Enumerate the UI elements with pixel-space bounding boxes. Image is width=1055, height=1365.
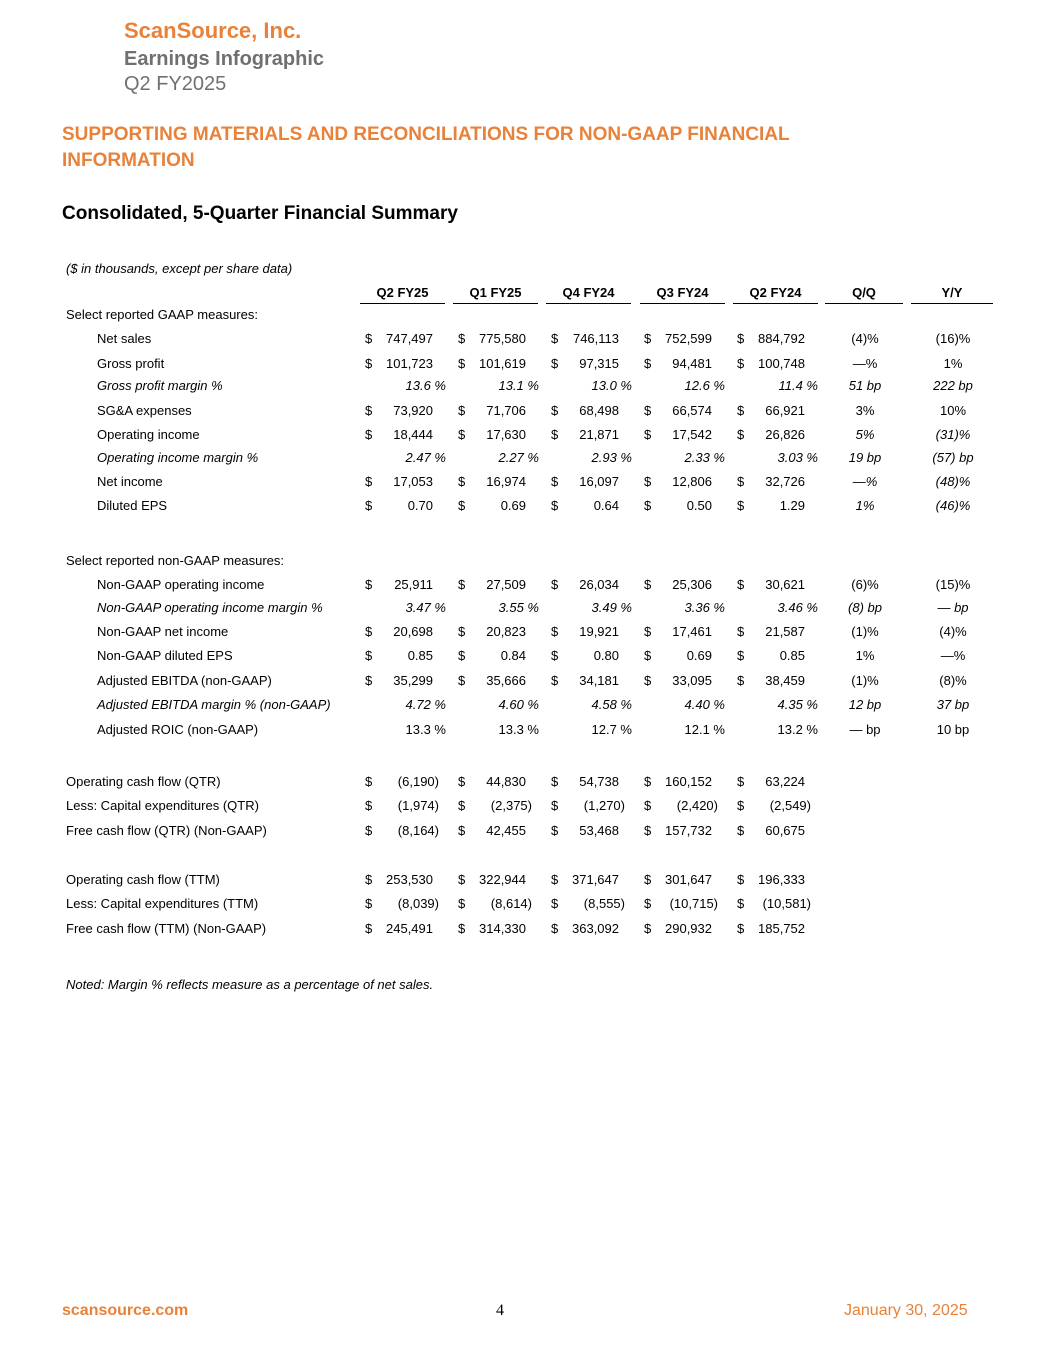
value-cell: (6,190) — [397, 774, 439, 789]
qq-change-cell: 1% — [855, 498, 875, 513]
value-cell: 290,932 — [665, 921, 712, 936]
yy-change-cell: (31)% — [935, 427, 971, 442]
value-cell: 0.69 — [686, 648, 712, 663]
table-row — [0, 695, 1055, 715]
currency-symbol: $ — [737, 872, 745, 887]
row-label: Non-GAAP diluted EPS — [97, 648, 233, 663]
currency-symbol: $ — [458, 648, 466, 663]
value-cell: 0.84 — [500, 648, 526, 663]
value-cell: (8,164) — [397, 823, 439, 838]
value-cell: 2.27 % — [498, 450, 539, 465]
value-cell: 13.1 % — [498, 378, 539, 393]
value-cell: 3.47 % — [405, 600, 446, 615]
currency-symbol: $ — [644, 823, 652, 838]
currency-symbol: $ — [365, 798, 373, 813]
value-cell: 12.1 % — [684, 722, 725, 737]
report-period: Q2 FY2025 — [124, 73, 227, 95]
currency-symbol: $ — [365, 356, 373, 371]
currency-symbol: $ — [458, 624, 466, 639]
row-label: Gross profit margin % — [97, 378, 223, 393]
value-cell: 4.40 % — [684, 697, 725, 712]
value-cell: 0.85 — [779, 648, 805, 663]
row-label: Diluted EPS — [97, 498, 168, 513]
value-cell: 157,732 — [665, 823, 712, 838]
table-row — [0, 496, 1055, 516]
value-cell: 25,911 — [394, 577, 433, 592]
value-cell: 371,647 — [572, 872, 619, 887]
value-cell: 12,806 — [672, 474, 712, 489]
currency-symbol: $ — [737, 774, 745, 789]
currency-symbol: $ — [365, 474, 373, 489]
currency-symbol: $ — [551, 577, 559, 592]
qq-change-cell: (1)% — [851, 673, 879, 688]
value-cell: 0.70 — [407, 498, 433, 513]
currency-symbol: $ — [458, 921, 466, 936]
value-cell: 73,920 — [393, 403, 433, 418]
currency-symbol: $ — [365, 774, 373, 789]
qq-change-cell: 51 bp — [848, 378, 882, 393]
value-cell: 16,097 — [579, 474, 619, 489]
table-row — [0, 448, 1055, 468]
row-label: Non-GAAP operating income — [97, 577, 265, 592]
currency-symbol: $ — [365, 577, 373, 592]
currency-symbol: $ — [737, 577, 745, 592]
currency-symbol: $ — [644, 921, 652, 936]
currency-symbol: $ — [365, 896, 373, 911]
qq-change-cell: 19 bp — [848, 450, 882, 465]
qq-change-cell: (1)% — [851, 624, 879, 639]
value-cell: 25,306 — [672, 577, 712, 592]
value-cell: 884,792 — [758, 331, 805, 346]
currency-symbol: $ — [551, 896, 559, 911]
value-cell: 4.35 % — [777, 697, 818, 712]
table-row — [0, 646, 1055, 666]
currency-symbol: $ — [551, 823, 559, 838]
value-cell: 94,481 — [672, 356, 712, 371]
currency-symbol: $ — [365, 872, 373, 887]
currency-symbol: $ — [458, 331, 466, 346]
value-cell: 42,455 — [486, 823, 526, 838]
table-row — [0, 598, 1055, 618]
value-cell: 13.2 % — [777, 722, 818, 737]
value-cell: 4.60 % — [498, 697, 539, 712]
column-header: Q2 FY25 — [360, 284, 445, 304]
value-cell: 27,509 — [486, 577, 526, 592]
value-cell: 38,459 — [765, 673, 805, 688]
currency-symbol: $ — [644, 774, 652, 789]
value-cell: 363,092 — [572, 921, 619, 936]
yy-change-cell: 10 bp — [936, 722, 970, 737]
currency-symbol: $ — [458, 823, 466, 838]
value-cell: 13.0 % — [591, 378, 632, 393]
value-cell: 3.36 % — [684, 600, 725, 615]
section-heading: SUPPORTING MATERIALS AND RECONCILIATIONS FOR NON-GAAP FINANCIAL INFORMATION — [62, 124, 790, 171]
value-cell: 97,315 — [579, 356, 619, 371]
footnote: Noted: Margin % reflects measure as a percentage of net sales. — [66, 977, 434, 992]
table-row — [0, 894, 1055, 914]
value-cell: 21,587 — [765, 624, 805, 639]
column-header: Q2 FY24 — [733, 284, 818, 304]
table-row — [0, 870, 1055, 890]
currency-symbol: $ — [551, 798, 559, 813]
value-cell: 17,053 — [393, 474, 433, 489]
currency-symbol: $ — [458, 474, 466, 489]
currency-symbol: $ — [737, 498, 745, 513]
value-cell: 0.50 — [686, 498, 712, 513]
value-cell: 16,974 — [486, 474, 526, 489]
value-cell: 13.6 % — [405, 378, 446, 393]
currency-symbol: $ — [365, 648, 373, 663]
value-cell: 314,330 — [479, 921, 526, 936]
table-row — [0, 425, 1055, 445]
row-label: Free cash flow (QTR) (Non-GAAP) — [66, 823, 267, 838]
currency-symbol: $ — [365, 921, 373, 936]
currency-symbol: $ — [737, 403, 745, 418]
value-cell: 26,034 — [579, 577, 619, 592]
value-cell: 3.03 % — [777, 450, 818, 465]
value-cell: 100,748 — [758, 356, 805, 371]
yy-change-cell: (16)% — [935, 331, 971, 346]
table-row — [0, 772, 1055, 792]
value-cell: 196,333 — [758, 872, 805, 887]
currency-symbol: $ — [737, 331, 745, 346]
value-cell: 2.47 % — [405, 450, 446, 465]
row-label: Less: Capital expenditures (TTM) — [66, 896, 259, 911]
currency-symbol: $ — [737, 427, 745, 442]
table-row — [0, 796, 1055, 816]
table-row — [0, 622, 1055, 642]
currency-symbol: $ — [458, 896, 466, 911]
table-row — [0, 575, 1055, 595]
footer-website-link[interactable]: scansource.com — [62, 1302, 189, 1319]
row-label: Adjusted ROIC (non-GAAP) — [97, 722, 259, 737]
currency-symbol: $ — [644, 427, 652, 442]
currency-symbol: $ — [551, 921, 559, 936]
value-cell: 35,666 — [486, 673, 526, 688]
currency-symbol: $ — [644, 498, 652, 513]
currency-symbol: $ — [458, 872, 466, 887]
value-cell: 4.58 % — [591, 697, 632, 712]
value-cell: 17,542 — [672, 427, 712, 442]
value-cell: (8,039) — [397, 896, 439, 911]
value-cell: 322,944 — [479, 872, 526, 887]
yy-change-cell: (48)% — [935, 474, 971, 489]
currency-symbol: $ — [737, 624, 745, 639]
value-cell: 747,497 — [386, 331, 433, 346]
yy-change-cell: (4)% — [939, 624, 967, 639]
value-cell: (1,270) — [583, 798, 625, 813]
footer-date: January 30, 2025 — [844, 1302, 968, 1319]
column-header: Q/Q — [825, 284, 903, 304]
value-cell: 160,152 — [665, 774, 712, 789]
value-cell: 3.49 % — [591, 600, 632, 615]
currency-symbol: $ — [458, 774, 466, 789]
yy-change-cell: 37 bp — [936, 697, 970, 712]
currency-symbol: $ — [365, 331, 373, 346]
row-label: Operating cash flow (TTM) — [66, 872, 220, 887]
table-row — [0, 671, 1055, 691]
column-header: Y/Y — [911, 284, 993, 304]
yy-change-cell: 1% — [943, 356, 963, 371]
currency-symbol: $ — [737, 356, 745, 371]
currency-symbol: $ — [365, 823, 373, 838]
row-label: Adjusted EBITDA margin % (non-GAAP) — [97, 697, 331, 712]
row-label: SG&A expenses — [97, 403, 192, 418]
value-cell: 44,830 — [486, 774, 526, 789]
currency-symbol: $ — [551, 673, 559, 688]
currency-symbol: $ — [458, 673, 466, 688]
value-cell: (2,549) — [769, 798, 811, 813]
page-number: 4 — [496, 1302, 504, 1319]
value-cell: 0.80 — [593, 648, 619, 663]
yy-change-cell: (8)% — [939, 673, 967, 688]
value-cell: 32,726 — [765, 474, 805, 489]
value-cell: (1,974) — [397, 798, 439, 813]
row-label: Adjusted EBITDA (non-GAAP) — [97, 673, 272, 688]
value-cell: (10,715) — [669, 896, 718, 911]
qq-change-cell: —% — [852, 356, 878, 371]
yy-change-cell: (46)% — [935, 498, 971, 513]
table-title: Consolidated, 5-Quarter Financial Summary — [62, 203, 458, 224]
table-row — [0, 401, 1055, 421]
yy-change-cell: 222 bp — [933, 378, 973, 393]
value-cell: 1.29 — [779, 498, 805, 513]
table-row — [0, 821, 1055, 841]
currency-symbol: $ — [551, 403, 559, 418]
currency-symbol: $ — [458, 427, 466, 442]
value-cell: 253,530 — [386, 872, 433, 887]
currency-symbol: $ — [551, 774, 559, 789]
qq-change-cell: (4)% — [851, 331, 879, 346]
currency-symbol: $ — [551, 427, 559, 442]
row-label: Operating income — [97, 427, 200, 442]
qq-change-cell: 12 bp — [848, 697, 882, 712]
table-row — [0, 376, 1055, 396]
currency-symbol: $ — [644, 673, 652, 688]
yy-change-cell: 10% — [939, 403, 967, 418]
currency-symbol: $ — [737, 823, 745, 838]
row-label: Net income — [97, 474, 163, 489]
value-cell: (8,555) — [583, 896, 625, 911]
yy-change-cell: (57) bp — [932, 450, 974, 465]
value-cell: 3.46 % — [777, 600, 818, 615]
value-cell: 30,621 — [765, 577, 805, 592]
currency-symbol: $ — [551, 624, 559, 639]
currency-symbol: $ — [737, 648, 745, 663]
row-label: Non-GAAP net income — [97, 624, 229, 639]
table-row — [0, 472, 1055, 492]
column-header: Q3 FY24 — [640, 284, 725, 304]
currency-symbol: $ — [551, 474, 559, 489]
currency-symbol: $ — [737, 798, 745, 813]
value-cell: 245,491 — [386, 921, 433, 936]
value-cell: 66,921 — [765, 403, 805, 418]
currency-symbol: $ — [644, 577, 652, 592]
value-cell: 746,113 — [572, 331, 619, 346]
value-cell: 60,675 — [765, 823, 805, 838]
qq-change-cell: 1% — [855, 648, 875, 663]
value-cell: 17,461 — [672, 624, 712, 639]
value-cell: 20,823 — [486, 624, 526, 639]
value-cell: 54,738 — [579, 774, 619, 789]
value-cell: 17,630 — [486, 427, 526, 442]
value-cell: 34,181 — [579, 673, 619, 688]
currency-symbol: $ — [458, 356, 466, 371]
value-cell: 0.85 — [407, 648, 433, 663]
value-cell: 775,580 — [479, 331, 526, 346]
currency-symbol: $ — [365, 624, 373, 639]
currency-symbol: $ — [458, 498, 466, 513]
value-cell: 13.3 % — [498, 722, 539, 737]
row-label: Less: Capital expenditures (QTR) — [66, 798, 259, 813]
value-cell: 752,599 — [665, 331, 712, 346]
table-row — [0, 720, 1055, 740]
value-cell: 13.3 % — [405, 722, 446, 737]
company-name: ScanSource, Inc. — [124, 18, 302, 43]
yy-change-cell: —% — [940, 648, 966, 663]
section-label-row — [0, 551, 1055, 571]
currency-symbol: $ — [365, 403, 373, 418]
column-header: Q4 FY24 — [546, 284, 631, 304]
currency-symbol: $ — [365, 427, 373, 442]
currency-symbol: $ — [458, 798, 466, 813]
value-cell: 4.72 % — [405, 697, 446, 712]
qq-change-cell: (8) bp — [848, 600, 882, 615]
currency-symbol: $ — [551, 331, 559, 346]
value-cell: 18,444 — [393, 427, 433, 442]
row-label: Select reported non-GAAP measures: — [66, 553, 284, 568]
column-header: Q1 FY25 — [453, 284, 538, 304]
currency-symbol: $ — [644, 648, 652, 663]
value-cell: 68,498 — [579, 403, 619, 418]
value-cell: 21,871 — [579, 427, 619, 442]
table-row — [0, 354, 1055, 374]
currency-symbol: $ — [365, 673, 373, 688]
value-cell: 0.69 — [500, 498, 526, 513]
row-label: Operating cash flow (QTR) — [66, 774, 221, 789]
currency-symbol: $ — [365, 498, 373, 513]
currency-symbol: $ — [551, 356, 559, 371]
yy-change-cell: — bp — [937, 600, 969, 615]
currency-symbol: $ — [644, 798, 652, 813]
currency-symbol: $ — [644, 896, 652, 911]
value-cell: (10,581) — [762, 896, 811, 911]
qq-change-cell: — bp — [849, 722, 881, 737]
currency-symbol: $ — [458, 577, 466, 592]
currency-symbol: $ — [644, 872, 652, 887]
value-cell: 26,826 — [765, 427, 805, 442]
value-cell: 101,619 — [479, 356, 526, 371]
value-cell: 101,723 — [386, 356, 433, 371]
value-cell: 63,224 — [765, 774, 805, 789]
value-cell: 3.55 % — [498, 600, 539, 615]
value-cell: 301,647 — [665, 872, 712, 887]
yy-change-cell: (15)% — [935, 577, 971, 592]
value-cell: 66,574 — [672, 403, 712, 418]
currency-symbol: $ — [737, 673, 745, 688]
currency-symbol: $ — [644, 474, 652, 489]
currency-symbol: $ — [644, 624, 652, 639]
currency-symbol: $ — [644, 331, 652, 346]
currency-symbol: $ — [737, 896, 745, 911]
currency-symbol: $ — [551, 872, 559, 887]
value-cell: 71,706 — [486, 403, 526, 418]
section-label-row — [0, 305, 1055, 325]
value-cell: 19,921 — [579, 624, 619, 639]
currency-symbol: $ — [737, 474, 745, 489]
qq-change-cell: 5% — [855, 427, 875, 442]
qq-change-cell: 3% — [855, 403, 875, 418]
qq-change-cell: —% — [852, 474, 878, 489]
row-label: Gross profit — [97, 356, 165, 371]
currency-symbol: $ — [551, 498, 559, 513]
row-label: Net sales — [97, 331, 152, 346]
currency-symbol: $ — [458, 403, 466, 418]
currency-symbol: $ — [737, 921, 745, 936]
value-cell: (2,420) — [676, 798, 718, 813]
value-cell: 53,468 — [579, 823, 619, 838]
units-note: ($ in thousands, except per share data) — [66, 261, 293, 276]
value-cell: 2.33 % — [684, 450, 725, 465]
report-subtitle: Earnings Infographic — [124, 48, 325, 70]
table-row — [0, 919, 1055, 939]
qq-change-cell: (6)% — [851, 577, 879, 592]
row-label: Operating income margin % — [97, 450, 259, 465]
value-cell: 2.93 % — [591, 450, 632, 465]
value-cell: (2,375) — [490, 798, 532, 813]
row-label: Select reported GAAP measures: — [66, 307, 258, 322]
table-row — [0, 329, 1055, 349]
currency-symbol: $ — [644, 356, 652, 371]
value-cell: (8,614) — [490, 896, 532, 911]
row-label: Non-GAAP operating income margin % — [97, 600, 323, 615]
value-cell: 33,095 — [672, 673, 712, 688]
value-cell: 20,698 — [393, 624, 433, 639]
value-cell: 0.64 — [593, 498, 619, 513]
value-cell: 12.7 % — [591, 722, 632, 737]
row-label: Free cash flow (TTM) (Non-GAAP) — [66, 921, 267, 936]
value-cell: 185,752 — [758, 921, 805, 936]
value-cell: 12.6 % — [684, 378, 725, 393]
currency-symbol: $ — [551, 648, 559, 663]
value-cell: 11.4 % — [778, 378, 818, 393]
value-cell: 35,299 — [393, 673, 433, 688]
currency-symbol: $ — [644, 403, 652, 418]
